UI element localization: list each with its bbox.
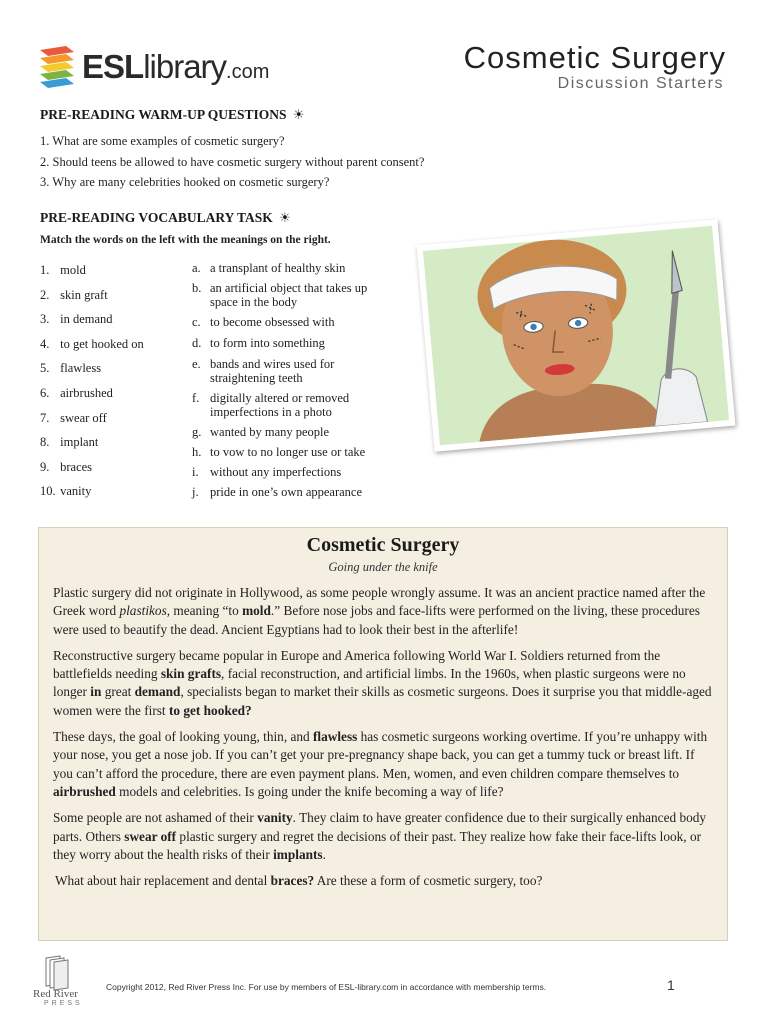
reading-subtitle: Going under the knife [328,560,438,574]
stacked-books-icon [36,44,78,90]
vocab-heading [40,210,291,226]
vocab-word: 6. airbrushed [40,385,113,400]
vocab-term-highlight: skin grafts [160,666,222,682]
warmup-question: 2. Should teens be allowed to have cosmetic surgery without parent consent? [40,154,425,169]
logo-library: library [143,48,227,85]
vocab-meaning-list [192,261,397,505]
warmup-heading [40,107,305,123]
warmup-questions [40,131,424,193]
publisher-subtitle: PRESS [44,1000,83,1007]
vocab-word: 8. implant [40,435,99,450]
surgery-illustration [417,219,736,452]
esl-library-logo [36,44,276,94]
vocab-word: 4. to get hooked on [40,336,144,351]
vocab-word: 3. in demand [40,312,113,327]
vocab-term-highlight: braces? [270,873,315,889]
vocab-term-highlight: mold [242,603,271,619]
vocab-word: 1. mold [40,263,86,277]
document-subtitle: Discussion Starters [557,75,724,92]
vocab-instruction: Match the words on the left with the meanings on the right. [40,234,331,246]
logo-esl: ESL [82,48,144,85]
vocab-word: 10. vanity [40,484,92,499]
logo-com: .com [226,61,270,83]
vocab-meaning: f. digitally altered or removed imperfections in a photo [192,391,350,419]
vocab-term-highlight: in [90,684,102,700]
page-number: 1 [667,977,675,993]
vocab-term-highlight: airbrushed [53,783,116,799]
vocab-word: 2. skin graft [40,287,108,302]
document-title: Cosmetic Surgery [463,40,726,75]
vocab-term-highlight: to get hooked? [168,702,252,718]
vocab-meaning: d. to form into something [192,336,325,350]
vocab-meaning: e. bands and wires used for straightening teeth [192,357,335,385]
reading-paragraph: Plastic surgery did not originate in Hollywood, as some people wrongly assume. It was an ancient practice named after the Greek word plastikos, meaning “to mold.” Before nose jobs and face-lifts were performed on the living, these procedures were used to beautify the dead. Ancient Egyptians had to look their best in the afterlife! [53,585,706,637]
vocab-meaning: b. an artificial object that takes up space in the body [192,281,368,309]
warmup-question: 1. What are some examples of cosmetic surgery? [40,134,285,148]
foreign-word: plastikos [119,603,167,619]
reading-passage [38,527,728,941]
publisher-name: Red River [33,988,78,1000]
vocab-term-highlight: flawless [312,729,358,745]
reading-paragraph: Some people are not ashamed of their vanity. They claim to have greater confidence due to their surgically enhanced body parts. Others swear off plastic surgery and regret the decisions of their past. They realize how fake their face-lifts look, or they worry about the health risks of their implants. [53,810,707,862]
patient-with-scalpel-image [423,226,729,446]
sun-icon: ☀ [292,107,305,122]
vocab-word: 7. swear off [40,410,107,425]
copyright-notice: Copyright 2012, Red River Press Inc. For use by members of ESL-library.com in accordance with membership terms. [106,982,547,992]
vocab-meaning: g. wanted by many people [192,425,330,439]
vocab-term-highlight: swear off [124,828,177,844]
vocab-term-highlight: demand [134,684,181,700]
warmup-question: 3. Why are many celebrities hooked on cosmetic surgery? [40,175,330,189]
vocab-term-highlight: vanity [257,810,293,826]
reading-paragraph: Reconstructive surgery became popular in Europe and America following World War I. Soldiers returned from the battlefields needing skin grafts, facial reconstruction, and artificial limbs. In the 1960s, when plastic surgeons were no longer in great demand, specialists began to market their skills as cosmetic surgeons. Does it surprise you that middle-aged women were the first to get hooked? [53,647,712,718]
reading-body [53,584,713,898]
reading-paragraph: These days, the goal of looking young, thin, and flawless has cosmetic surgeons working overtime. If you’re unhappy with your nose, you get a nose job. If you can’t get your pre-pregnancy shape back, you can get a tummy tuck or breast lift. If you can’t afford the procedure, there are even payment plans. Men, women, and even children compare themselves to airbrushed models and celebrities. Is going under the knife becoming a way of life? [53,729,708,799]
vocab-heading-text: PRE-READING VOCABULARY TASK [40,210,273,225]
vocab-word: 9. braces [40,459,93,474]
vocab-meaning: h. to vow to no longer use or take [192,445,366,459]
vocab-meaning: i. without any imperfections [192,465,342,479]
vocab-meaning: a. a transplant of healthy skin [192,261,346,275]
vocab-term-highlight: implants [273,846,323,862]
vocab-word-list [40,261,144,507]
vocab-meaning: c. to become obsessed with [192,315,335,329]
reading-title: Cosmetic Surgery [306,534,460,556]
warmup-heading-text: PRE-READING WARM-UP QUESTIONS [40,107,287,122]
vocab-meaning: j. pride in one’s own appearance [192,485,363,499]
reading-paragraph: What about hair replacement and dental braces? Are these a form of cosmetic surgery, too? [55,873,543,889]
vocab-word: 5. flawless [40,361,102,376]
sun-icon: ☀ [279,210,291,225]
